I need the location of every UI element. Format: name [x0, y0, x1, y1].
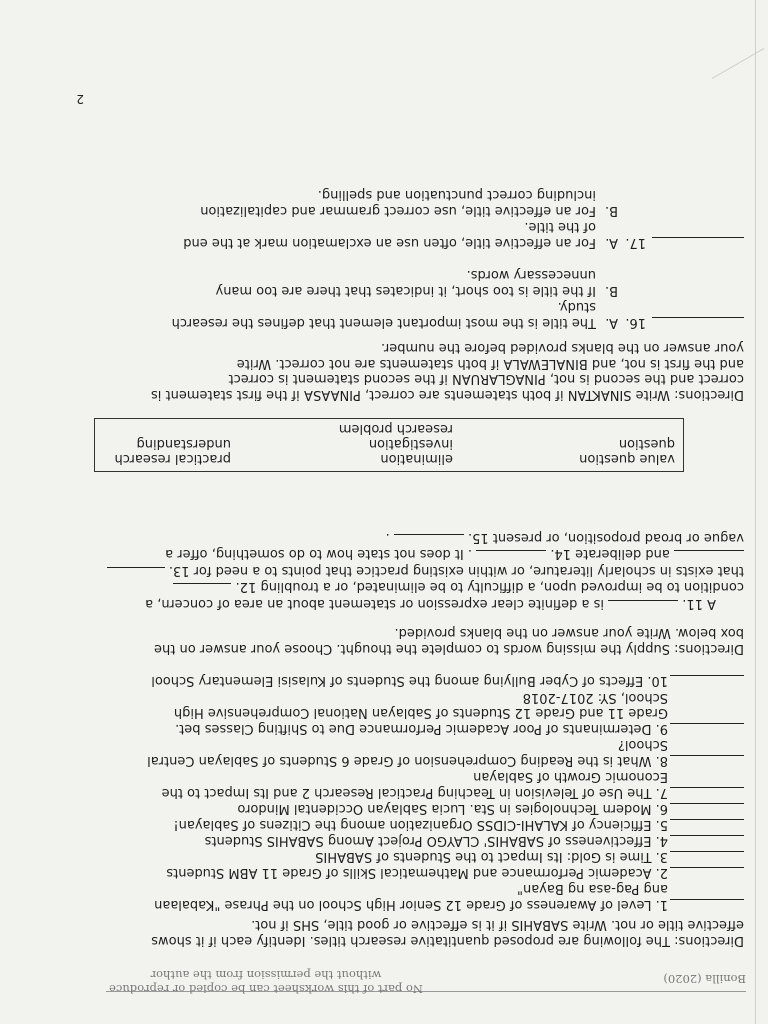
- answer-blank-16[interactable]: [652, 317, 744, 330]
- word-investigation: investigation: [368, 436, 453, 451]
- tf-item-17: 17. A. For an effective title, often use an exclamation mark at the end of the title.: [104, 219, 744, 250]
- word-value-question: value question: [579, 451, 675, 466]
- scan-crease: [712, 48, 764, 79]
- answer-blank-17[interactable]: [652, 237, 744, 250]
- tf-item-17-b: B. For an effective title, use correct grammar and capitalization including correct punctuation and spelling.: [200, 187, 618, 218]
- title-item-6: 6. Modern Technologies in Sta. Lucia Sablayan Occidental Mindoro: [124, 801, 744, 817]
- title-item-10: 10. Effects of Cyber Bullying among the Students of Kulasisi Elementary School: [124, 673, 744, 689]
- title-item-7: 7. The Use of Television in Teaching Practical Research 2 and Its Impact to the Economic Growth of Sablayan: [124, 769, 744, 800]
- answer-blank[interactable]: [670, 675, 744, 688]
- page-number: 2: [76, 92, 84, 106]
- tf-item-16: 16. A. The title is the most important element that defines the research study.: [104, 299, 744, 330]
- answer-blank[interactable]: [670, 755, 744, 768]
- blank-15[interactable]: [394, 534, 464, 546]
- blank-14[interactable]: [476, 551, 546, 563]
- title-item-2: 2. Academic Performance and Mathematical Skills of Grade 11 ABM Students: [124, 865, 744, 881]
- answer-blank[interactable]: [670, 787, 744, 800]
- part3-directions: Directions: Write SINAKTAN if both statements are correct, PINAASA if the first statement is correct and the second is not, PINAGLARUAN if the second statement is correct and the first is not, and BINALEWALA if both statements are not correct. Write your answer on the blanks provided before the number.: [151, 340, 744, 402]
- answer-blank[interactable]: [670, 819, 744, 832]
- blank-11[interactable]: [608, 600, 678, 612]
- part1-directions: Directions: The following are proposed quantitative research titles. Identify each if it shows effective title or not. Write SABAHIS if it is effective or good title, SHS if not.: [151, 917, 744, 948]
- word-practical-research: practical research: [114, 451, 231, 466]
- answer-blank[interactable]: [670, 803, 744, 816]
- title-item-8: 8. What is the Reading Comprehension of Grade 6 Students of Sablayan Central School?: [124, 737, 744, 768]
- scan-edge: [755, 0, 756, 1024]
- title-item-1: 1. Level of Awareness of Grade 12 Senior High School on the Phrase "Kabalaan ang Pag-asa ng Bayan": [124, 881, 744, 912]
- page-header: [106, 968, 746, 996]
- word-research-problem: research problem: [338, 421, 453, 436]
- title-item-3: 3. Time is Gold: Its Impact to the Students of SABAHIS: [124, 849, 744, 865]
- title-item-5: 5. Efficiency of KALAHI-CIDSS Organization among the Citizens of Sablayan!: [124, 817, 744, 833]
- part2-directions: Directions: Supply the missing words to complete the thought. Choose your answer on the box below. Write your answer on the blanks provided.: [154, 625, 744, 656]
- blank-13[interactable]: [107, 567, 165, 579]
- author-credit: Bonilla (2020): [663, 972, 746, 986]
- answer-blank[interactable]: [670, 899, 744, 912]
- answer-blank[interactable]: [670, 851, 744, 864]
- title-item-4: 4. Effectiveness of SABAHIS' CLAYGO Project Among SABAHIS Students: [124, 833, 744, 849]
- answer-blank[interactable]: [670, 835, 744, 848]
- word-bank-box: [94, 418, 684, 472]
- word-elimination: elimination: [380, 451, 453, 466]
- word-question: question: [618, 436, 675, 451]
- fill-in-paragraph: A 11. is a definite clear expression or statement about an area of concern, a condition to be improved upon, a difficulty to be eliminated, or a troubling 12. that exists in scholarly literature, or within existing practice that points to a need for 13. and deliberate 14. . It does not state how to do something, offer a vague or broad proposition, or present 15. .: [104, 530, 744, 613]
- blank-13-cont[interactable]: [674, 551, 744, 563]
- title-item-9: 9. Determinants of Poor Academic Performance Due to Shifting Classes bet. Grade 11 and Grade 12 Students of Sablayan National Comprehensive High School, SY: 2017-2018: [124, 690, 744, 737]
- tf-item-16-b: B. If the title is too short, it indicates that there are too many unnecessary words.: [215, 267, 618, 298]
- answer-blank[interactable]: [670, 723, 744, 736]
- copyright-notice: No part of this worksheet can be copied or reproduce without the permission from the author: [109, 968, 423, 996]
- word-understanding: understanding: [136, 436, 231, 451]
- answer-blank[interactable]: [670, 867, 744, 880]
- blank-12[interactable]: [174, 584, 232, 596]
